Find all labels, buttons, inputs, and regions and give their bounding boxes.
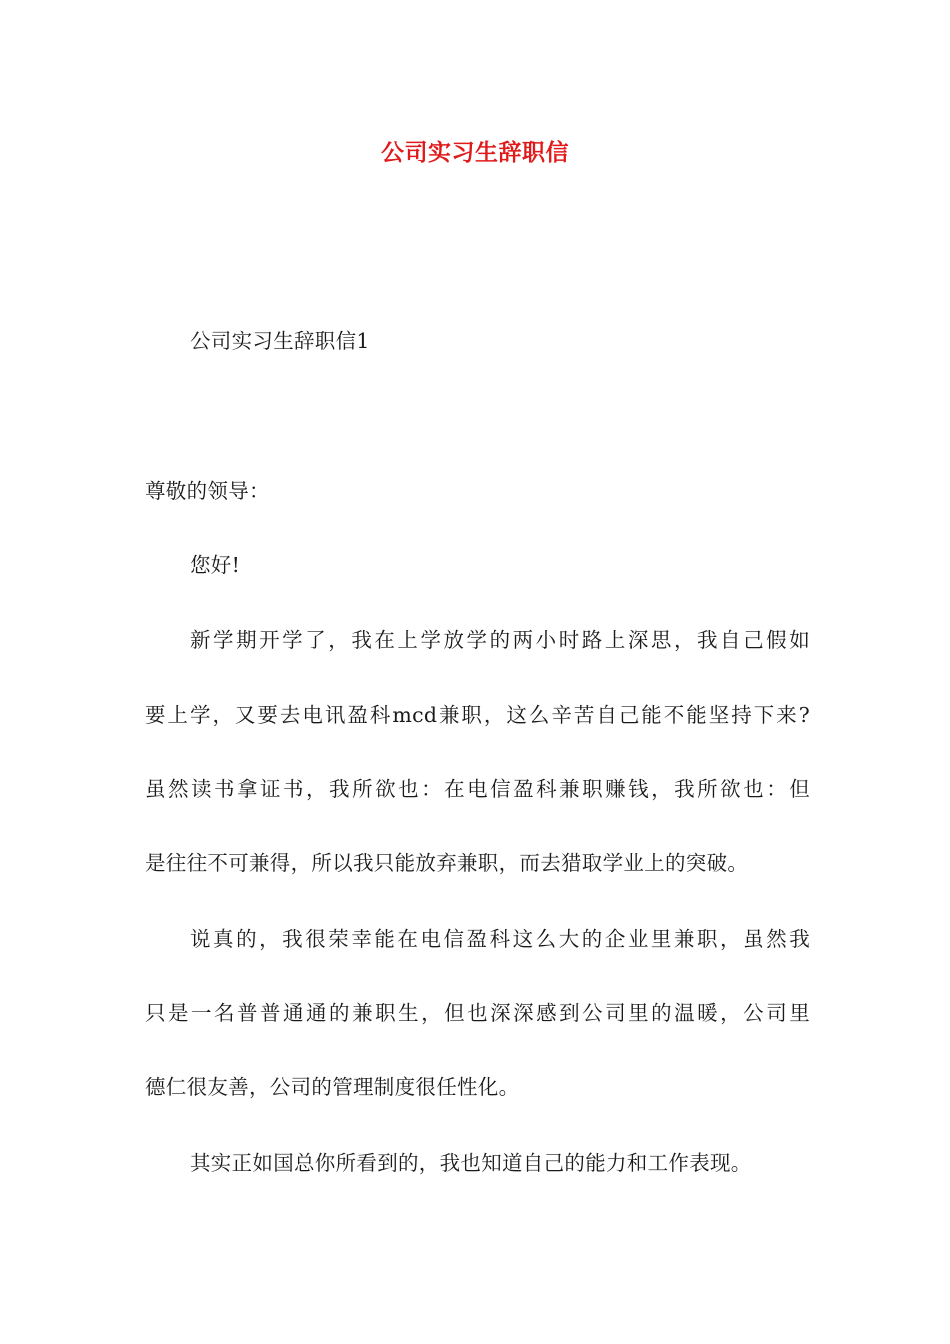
paragraph-line: 要上学，又要去电讯盈科mcd兼职，这么辛苦自己能不能坚持下来? xyxy=(145,703,810,727)
paragraph-line: 其实正如国总你所看到的，我也知道自己的能力和工作表现。 xyxy=(190,1151,752,1175)
paragraph-line: 是往往不可兼得，所以我只能放弃兼职，而去猎取学业上的突破。 xyxy=(145,851,749,875)
paragraph-line: 只是一名普普通通的兼职生，但也深深感到公司里的温暖，公司里 xyxy=(145,1001,810,1025)
paragraph-line: 德仁很友善，公司的管理制度很任性化。 xyxy=(145,1075,520,1099)
paragraph-line: 说真的，我很荣幸能在电信盈科这么大的企业里兼职，虽然我 xyxy=(190,927,810,951)
section-heading: 公司实习生辞职信1 xyxy=(190,329,370,353)
paragraph-line: 虽然读书拿证书，我所欲也：在电信盈科兼职赚钱，我所欲也：但 xyxy=(145,777,810,801)
salutation: 尊敬的领导： xyxy=(145,479,270,503)
greeting: 您好! xyxy=(190,553,241,577)
document-title: 公司实习生辞职信 xyxy=(381,140,569,166)
paragraph-line: 新学期开学了，我在上学放学的两小时路上深思，我自己假如 xyxy=(190,628,810,652)
